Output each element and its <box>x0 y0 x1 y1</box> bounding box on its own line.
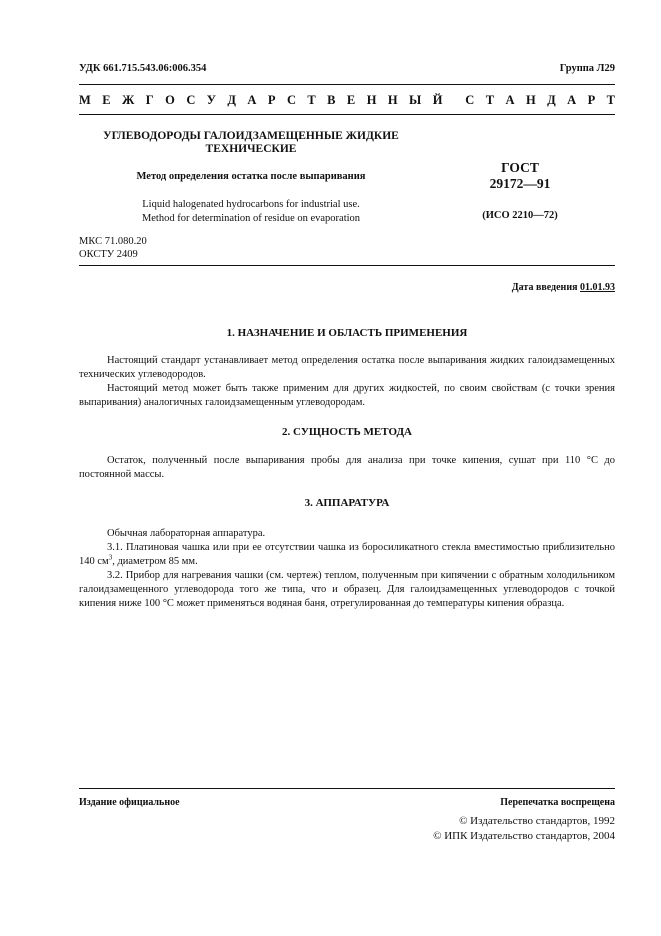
gost-number <box>455 160 585 192</box>
banner-letter: Ж <box>122 93 135 107</box>
section-3-paragraph-1: Обычная лабораторная аппаратура. <box>107 528 266 539</box>
english-title-line: Liquid halogenated hydrocarbons for industrial use. <box>142 199 360 210</box>
banner-letter: Т <box>606 93 615 107</box>
iso-reference: (ИСО 2210—72) <box>482 210 558 221</box>
classification-codes <box>79 236 147 261</box>
banner-letter: Й <box>432 93 443 107</box>
banner-letter: Д <box>227 93 236 107</box>
section-1-heading: 1. НАЗНАЧЕНИЕ И ОБЛАСТЬ ПРИМЕНЕНИЯ <box>226 327 468 339</box>
banner-letter: А <box>505 93 515 107</box>
section-1-paragraph-2: Настоящий метод может быть также применим для других жидкостей, по своим свойствам (с точки зрения выпаривания) аналогичных галоидзамещенным углеводородам. <box>79 383 615 408</box>
effective-date <box>512 282 615 293</box>
copyright-2004: © ИПК Издательство стандартов, 2004 <box>433 830 615 842</box>
banner-letter: А <box>567 93 577 107</box>
mks-code: МКС 71.080.20 <box>79 236 147 247</box>
banner-letter: С <box>286 93 296 107</box>
section-1-paragraph-1: Настоящий стандарт устанавливает метод определения остатка после выпаривания жидких галоидзамещенных технических углеводородов. <box>79 355 615 380</box>
banner-letter: Р <box>267 93 276 107</box>
group-code: Группа Л29 <box>559 63 615 74</box>
effective-date-label: Дата введения <box>511 282 578 293</box>
superscript-3: 3 <box>108 553 113 562</box>
banner-letter: А <box>247 93 257 107</box>
title-line: ТЕХНИЧЕСКИЕ <box>205 143 297 155</box>
para-3-1-tail: , диаметром 85 мм. <box>112 556 198 567</box>
banner-letter: У <box>206 93 216 107</box>
document-subtitle: Метод определения остатка после выпаривания <box>136 171 366 182</box>
section-3-paragraph-2 <box>79 541 615 569</box>
effective-date-value: 01.01.93 <box>580 282 615 293</box>
banner-rule <box>79 114 615 115</box>
section-2-paragraph-1: Остаток, полученный после выпаривания пробы для анализа при точке кипения, сушат при 110 °С до постоянной массы. <box>79 455 615 480</box>
document-title <box>79 130 423 156</box>
english-title-line: Method for determination of residue on evaporation <box>141 213 361 224</box>
banner-letter: Ы <box>409 93 422 107</box>
banner-letter: Д <box>547 93 556 107</box>
edition-note: Издание официальное <box>79 797 180 808</box>
section-3-heading: 3. АППАРАТУРА <box>304 497 390 509</box>
copyright-1992: © Издательство стандартов, 1992 <box>459 815 615 827</box>
banner-letter: Н <box>387 93 398 107</box>
top-rule <box>79 84 615 85</box>
banner-letter: Н <box>525 93 536 107</box>
udc-code: УДК 661.715.543.06:006.354 <box>79 63 207 74</box>
banner-letter: Т <box>485 93 495 107</box>
gost-code: 29172—91 <box>489 176 551 191</box>
banner-letter: Р <box>587 93 596 107</box>
banner-letter: Е <box>102 93 111 107</box>
banner-letter: Г <box>145 93 154 107</box>
header-bottom-rule <box>79 265 615 266</box>
section-2-heading: 2. СУЩНОСТЬ МЕТОДА <box>282 426 412 438</box>
banner-letter: Е <box>346 93 356 107</box>
title-line: УГЛЕВОДОРОДЫ ГАЛОИДЗАМЕЩЕННЫЕ ЖИДКИЕ <box>103 130 399 142</box>
english-title <box>79 198 423 226</box>
banner-letter: С <box>465 93 475 107</box>
banner-letter: О <box>165 93 175 107</box>
banner-letter: Н <box>366 93 377 107</box>
gost-label: ГОСТ <box>501 160 539 175</box>
banner-letter: С <box>186 93 196 107</box>
footer-rule <box>79 788 615 789</box>
banner-letter: Т <box>307 93 316 107</box>
interstate-standard-banner <box>79 93 615 108</box>
banner-letter: В <box>327 93 336 107</box>
section-3-paragraph-3: 3.2. Прибор для нагревания чашки (см. чертеж) теплом, полученным при кипячении с обратным холодильником галоидзамещенного углеводорода того же типа, что и образец. Для галоидзамещенных углеводородов с точкой кипения ниже 100 °С может применяться водяная баня, отрегулированная до температуры кипения образца. <box>79 570 615 609</box>
reprint-note: Перепечатка воспрещена <box>500 797 615 808</box>
banner-letter: М <box>79 93 91 107</box>
okstu-code: ОКСТУ 2409 <box>79 248 138 260</box>
para-3-1-text: 3.1. Платиновая чашка или при ее отсутствии чашка из боросиликатного стекла вместимостью приблизительно 140 см <box>79 542 615 567</box>
